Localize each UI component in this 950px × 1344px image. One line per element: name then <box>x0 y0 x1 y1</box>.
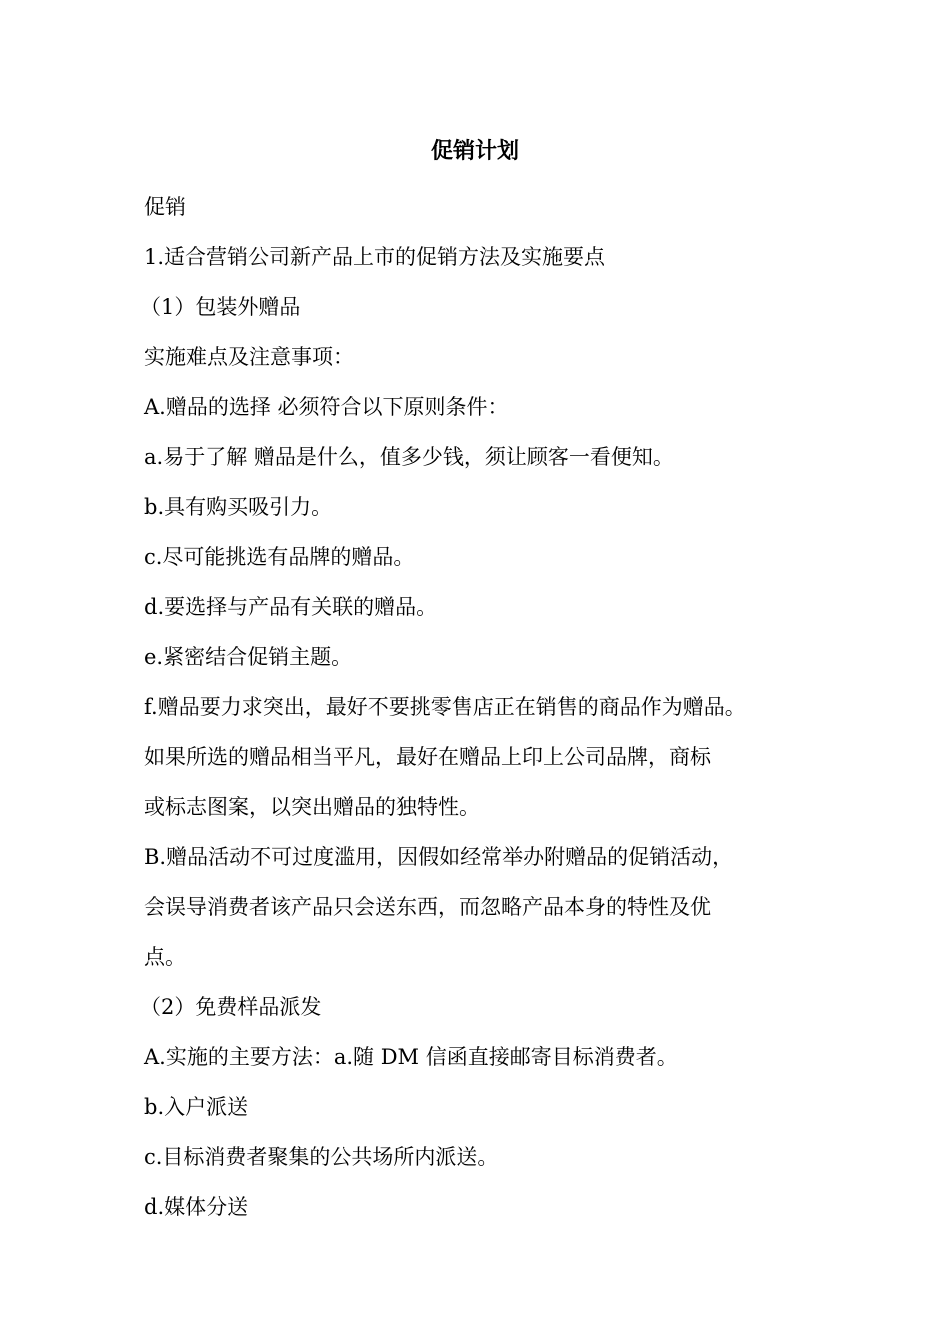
paragraph: 或标志图案，以突出赠品的独特性。 <box>144 795 480 819</box>
section-heading: （1）包装外赠品 <box>140 295 301 319</box>
paragraph: c.尽可能挑选有品牌的赠品。 <box>144 545 415 569</box>
paragraph: b.具有购买吸引力。 <box>144 495 333 519</box>
paragraph: b.入户派送 <box>144 1095 249 1119</box>
document-title: 促销计划 <box>430 138 519 164</box>
paragraph: B.赠品活动不可过度滥用，因假如经常举办附赠品的促销活动， <box>144 845 734 869</box>
paragraph: 如果所选的赠品相当平凡，最好在赠品上印上公司品牌，商标 <box>144 745 711 769</box>
paragraph: A.赠品的选择 必须符合以下原则条件： <box>144 395 509 419</box>
paragraph: c.目标消费者聚集的公共场所内派送。 <box>144 1145 499 1169</box>
paragraph: d.媒体分送 <box>144 1195 249 1219</box>
document-body <box>140 182 834 1232</box>
paragraph: 1.适合营销公司新产品上市的促销方法及实施要点 <box>144 245 606 269</box>
paragraph: a.易于了解 赠品是什么，值多少钱，须让顾客一看便知。 <box>144 445 674 469</box>
paragraph: A.实施的主要方法：a.随 DM 信函直接邮寄目标消费者。 <box>144 1045 678 1069</box>
paragraph: 点。 <box>144 945 186 969</box>
paragraph: e.紧密结合促销主题。 <box>144 645 353 669</box>
paragraph: f.赠品要力求突出，最好不要挑零售店正在销售的商品作为赠品。 <box>144 695 746 719</box>
section-heading: （2）免费样品派发 <box>140 995 322 1019</box>
paragraph: 促销 <box>144 195 186 219</box>
paragraph: d.要选择与产品有关联的赠品。 <box>144 595 438 619</box>
paragraph: 会误导消费者该产品只会送东西，而忽略产品本身的特性及优 <box>144 895 711 919</box>
paragraph: 实施难点及注意事项： <box>144 345 354 369</box>
